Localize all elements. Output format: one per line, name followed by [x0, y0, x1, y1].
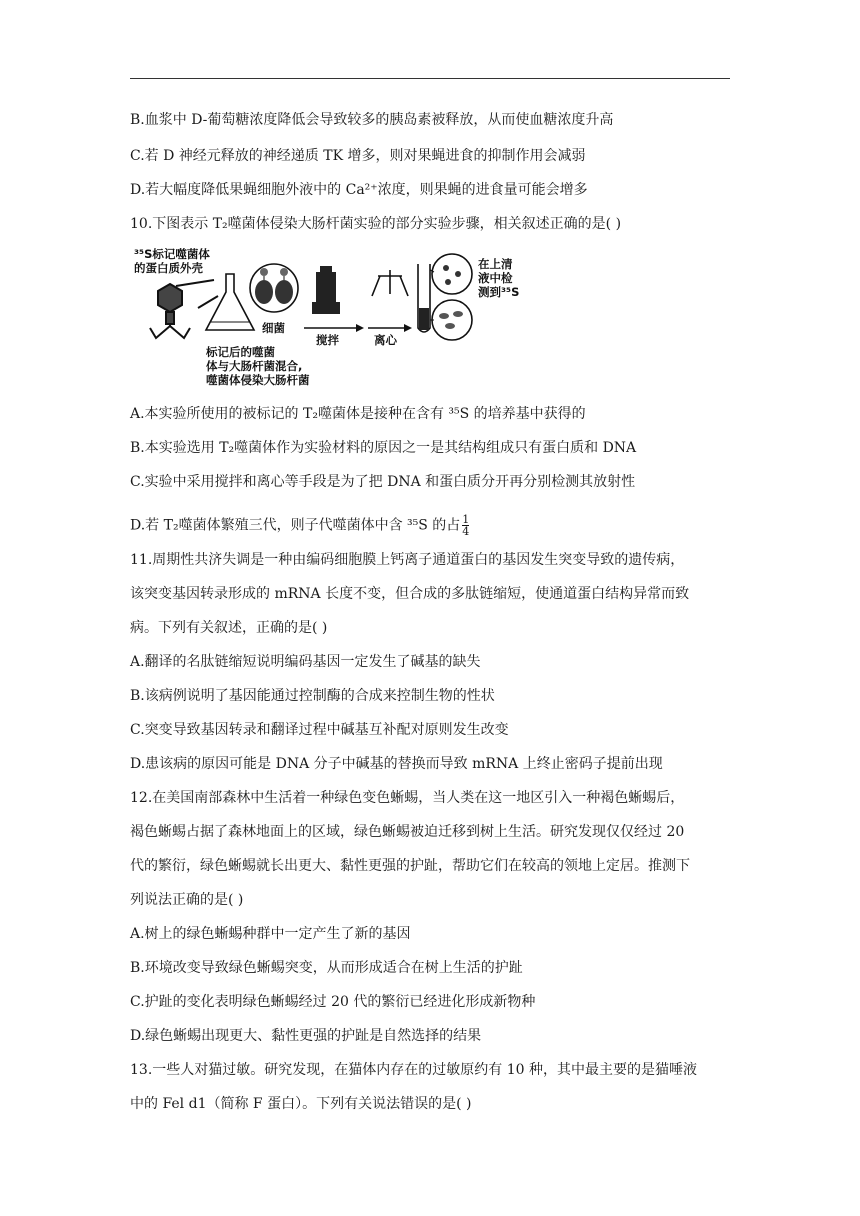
q10-stem: 10.下图表示 T₂噬菌体侵染大肠杆菌实验的部分实验步骤，相关叙述正确的是( ) [130, 216, 622, 232]
header-rule [130, 78, 730, 79]
label-result-3: 测到³⁵S [478, 285, 520, 299]
pellet-magnified-icon [430, 300, 472, 340]
q11-option-a: A.翻译的名肽链缩短说明编码基因一定发生了碱基的缺失 [130, 654, 481, 670]
label-mix-2: 体与大肠杆菌混合, [206, 359, 303, 373]
q13-line-1: 13.一些人对猫过敏。研究发现，在猫体内存在的过敏原约有 10 种，其中最主要的是猫唾液 [130, 1062, 697, 1078]
q12-option-c: C.护趾的变化表明绿色蜥蜴经过 20 代的繁衍已经进化形成新物种 [130, 994, 536, 1010]
supernatant-magnified-icon [430, 254, 472, 294]
q9-option-c: C.若 D 神经元释放的神经递质 TK 增多，则对果蝇进食的抑制作用会减弱 [130, 148, 586, 164]
label-stir: 搅拌 [316, 333, 339, 347]
label-result-1: 在上清 [478, 257, 513, 271]
q11-line-1: 11.周期性共济失调是一种由编码细胞膜上钙离子通道蛋白的基因发生突变导致的遗传病， [130, 552, 685, 568]
q11-option-d: D.患该病的原因可能是 DNA 分子中碱基的替换而导致 mRNA 上终止密码子提前出现 [130, 756, 663, 772]
q12-line-4: 列说法正确的是( ) [130, 892, 244, 908]
q9-option-b: B.血浆中 D-葡萄糖浓度降低会导致较多的胰岛素被释放，从而使血糖浓度升高 [130, 112, 614, 128]
q9-option-d: D.若大幅度降低果蝇细胞外液中的 Ca²⁺浓度，则果蝇的进食量可能会增多 [130, 182, 588, 198]
fraction-one-quarter [462, 514, 469, 537]
q11-option-c: C.突变导致基因转录和翻译过程中碱基互补配对原则发生改变 [130, 722, 509, 738]
q12-line-3: 代的繁衍，绿色蜥蜴就长出更大、黏性更强的护趾，帮助它们在较高的领地上定居。推测下 [130, 858, 690, 874]
label-mix-3: 噬菌体侵染大肠杆菌 [206, 373, 310, 387]
q10-option-b: B.本实验选用 T₂噬菌体作为实验材料的原因之一是其结构组成只有蛋白质和 DNA [130, 440, 637, 456]
q12-line-2: 褐色蜥蜴占据了森林地面上的区域，绿色蜥蜴被迫迁移到树上生活。研究发现仅仅经过 20 [130, 824, 685, 840]
q12-option-d: D.绿色蜥蜴出现更大、黏性更强的护趾是自然选择的结果 [130, 1028, 482, 1044]
q10-option-a: A.本实验所使用的被标记的 T₂噬菌体是接种在含有 ³⁵S 的培养基中获得的 [130, 406, 586, 422]
label-centrifuge: 离心 [374, 333, 397, 347]
q10-option-c: C.实验中采用搅拌和离心等手段是为了把 DNA 和蛋白质分开再分别检测其放射性 [130, 474, 636, 490]
q13-line-2: 中的 Fel d1（简称 F 蛋白）。下列有关说法错误的是( ) [130, 1096, 472, 1112]
q10-option-d [130, 514, 469, 537]
fraction-numerator: 1 [462, 513, 470, 526]
q12-option-b: B.环境改变导致绿色蜥蜴突变，从而形成适合在树上生活的护趾 [130, 960, 523, 976]
label-mix-1: 标记后的噬菌 [206, 345, 275, 359]
phage-experiment-figure [134, 244, 520, 390]
label-bacteria: 细菌 [262, 321, 285, 335]
fraction-denominator: 4 [462, 525, 470, 538]
label-result-2: 液中检 [478, 271, 513, 285]
centrifuge-icon [372, 270, 408, 296]
q10-option-d-text: D.若 T₂噬菌体繁殖三代，则子代噬菌体中含 ³⁵S 的占 [130, 517, 461, 534]
blender-icon [312, 266, 340, 314]
test-tube-icon [418, 264, 430, 332]
infection-magnified-icon [250, 264, 298, 312]
phage-experiment-diagram [134, 244, 520, 390]
q11-line-3: 病。下列有关叙述，正确的是( ) [130, 620, 328, 636]
flask-icon [206, 274, 254, 330]
label-protein-1: ³⁵S标记噬菌体 [134, 247, 210, 261]
q11-line-2: 该突变基因转录形成的 mRNA 长度不变，但合成的多肽链缩短，使通道蛋白结构异常而致 [130, 586, 690, 602]
q12-line-1: 12.在美国南部森林中生活着一种绿色变色蜥蜴，当人类在这一地区引入一种褐色蜥蜴后， [130, 790, 685, 806]
q11-option-b: B.该病例说明了基因能通过控制酶的合成来控制生物的性状 [130, 688, 495, 704]
label-protein-2: 的蛋白质外壳 [134, 261, 203, 275]
q12-option-a: A.树上的绿色蜥蜴种群中一定产生了新的基因 [130, 926, 411, 942]
